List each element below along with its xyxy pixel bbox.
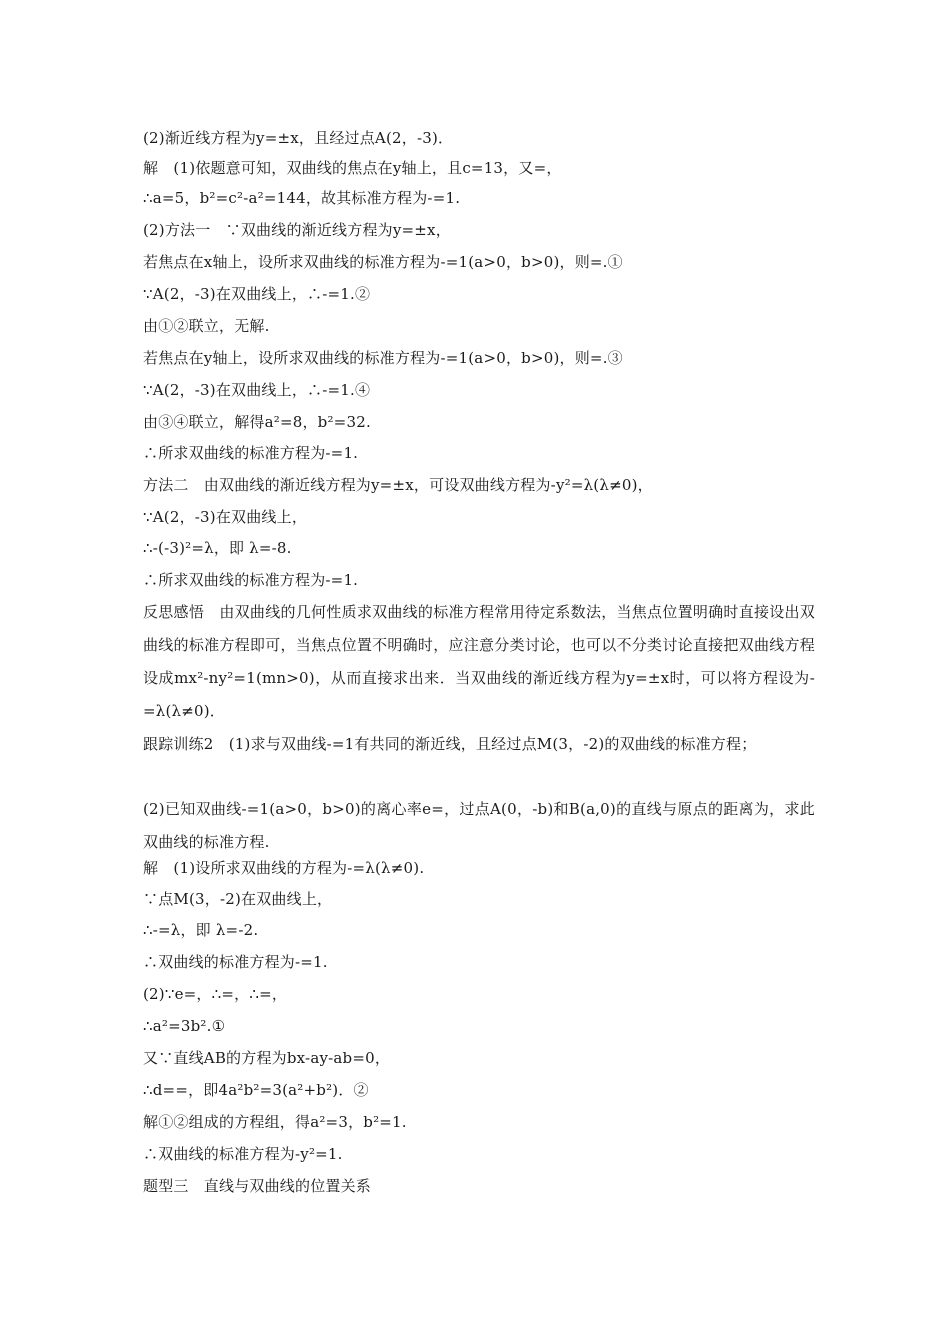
text-line: ∴所求双曲线的标准方程为-=1.: [143, 571, 359, 589]
text-line: 由③④联立，解得a²=8，b²=32.: [143, 413, 371, 431]
text-line: 又∵直线AB的方程为bx-ay-ab=0，: [143, 1049, 391, 1067]
text-line: ∴所求双曲线的标准方程为-=1.: [143, 444, 359, 462]
text-line: 解①②组成的方程组，得a²=3，b²=1.: [143, 1113, 407, 1131]
text-line: 解 (1)依题意可知，双曲线的焦点在y轴上，且c=13，又=，: [143, 159, 562, 177]
exercise-question-1: 跟踪训练2 (1)求与双曲线-=1有共同的渐近线，且经过点M(3，-2)的双曲线的标准方程；: [143, 735, 757, 753]
text-line: 由①②联立，无解.: [143, 317, 270, 335]
text-line: ∵点M(3，-2)在双曲线上，: [143, 890, 333, 908]
text-line: ∵A(2，-3)在双曲线上，: [143, 508, 308, 526]
text-line: ∵A(2，-3)在双曲线上，∴-=1.④: [143, 381, 371, 399]
reflection-paragraph: 反思感悟 由双曲线的几何性质求双曲线的标准方程常用待定系数法，当焦点位置明确时直接设出双曲线的标准方程即可，当焦点位置不明确时，应注意分类讨论，也可以不分类讨论直接把双曲线方程设成mx²-ny²=1(mn>0)，从而直接求出来．当双曲线的渐近线方程为y=±x时，可以将方程设为-=λ(λ≠0)．: [143, 603, 815, 720]
section-heading: 题型三 直线与双曲线的位置关系: [143, 1177, 372, 1195]
text-line: ∴a²=3b².①: [143, 1017, 226, 1035]
text-line: (2)渐近线方程为y=±x，且经过点A(2，-3)．: [143, 129, 454, 147]
text-line: ∴-(-3)²=λ，即 λ=-8.: [143, 539, 292, 557]
text-line: 解 (1)设所求双曲线的方程为-=λ(λ≠0).: [143, 859, 425, 877]
text-line: 方法二 由双曲线的渐近线方程为y=±x，可设双曲线方程为-y²=λ(λ≠0)，: [143, 476, 653, 494]
text-line: 若焦点在x轴上，设所求双曲线的标准方程为-=1(a>0，b>0)，则=.①: [143, 253, 623, 271]
text-line: (2)∵e=，∴=，∴=，: [143, 985, 288, 1003]
text-line: ∵A(2，-3)在双曲线上，∴-=1.②: [143, 285, 371, 303]
text-line: (2)方法一 ∵双曲线的渐近线方程为y=±x，: [143, 221, 451, 239]
text-line: 若焦点在y轴上，设所求双曲线的标准方程为-=1(a>0，b>0)，则=.③: [143, 349, 623, 367]
text-line: ∴-=λ，即 λ=-2.: [143, 921, 259, 939]
text-line: ∴双曲线的标准方程为-y²=1.: [143, 1145, 343, 1163]
text-line: ∴a=5，b²=c²-a²=144，故其标准方程为-=1.: [143, 189, 461, 207]
exercise-question-2: (2)已知双曲线-=1(a>0，b>0)的离心率e=，过点A(0，-b)和B(a,0)的直线与原点的距离为，求此双曲线的标准方程.: [143, 800, 815, 851]
text-line: ∴双曲线的标准方程为-=1.: [143, 953, 328, 971]
text-line: ∴d==，即4a²b²=3(a²+b²)．②: [143, 1081, 369, 1099]
